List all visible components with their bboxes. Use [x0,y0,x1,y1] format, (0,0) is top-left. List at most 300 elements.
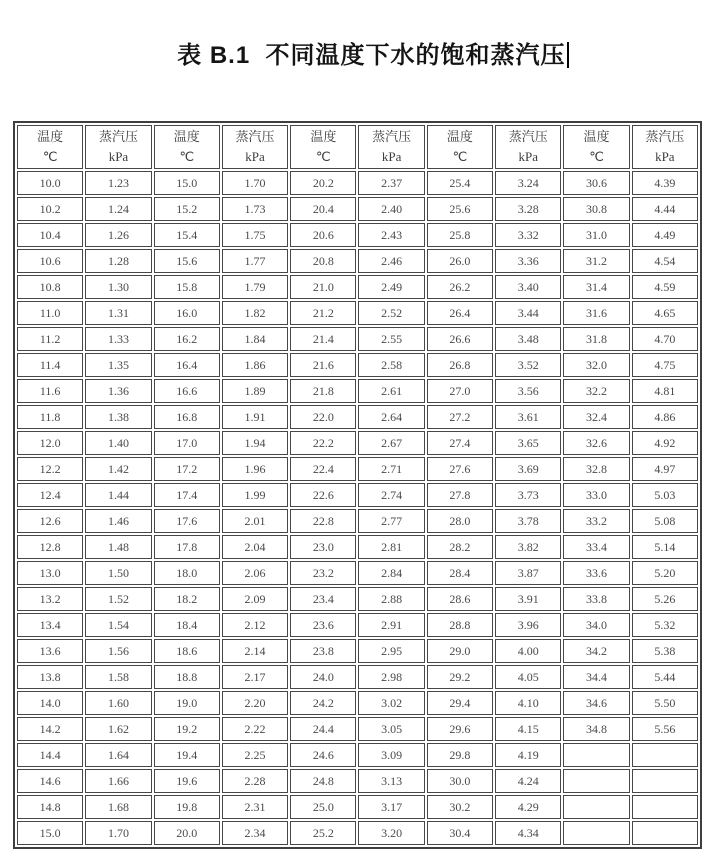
table-cell [632,821,698,845]
table-row [17,223,698,247]
table-cell: 24.0 [290,665,356,689]
column-header-label: 温度 [583,129,610,144]
table-cell: 1.94 [222,431,288,455]
table-cell: 26.4 [427,301,493,325]
table-cell: 18.2 [154,587,220,611]
table-cell: 15.2 [154,197,220,221]
table-cell: 26.2 [427,275,493,299]
table-cell: 2.06 [222,561,288,585]
table-cell: 34.2 [563,639,629,663]
table-cell: 2.34 [222,821,288,845]
table-cell: 17.0 [154,431,220,455]
table-cell: 4.92 [632,431,698,455]
table-row [17,405,698,429]
table-cell: 1.77 [222,249,288,273]
column-header [632,125,698,169]
table-cell: 4.81 [632,379,698,403]
column-header-unit: ℃ [42,149,58,164]
table-cell: 11.2 [17,327,83,351]
table-cell: 12.0 [17,431,83,455]
table-cell: 2.52 [358,301,424,325]
column-header [427,125,493,169]
table-cell: 1.54 [85,613,151,637]
table-cell: 26.0 [427,249,493,273]
table-cell: 32.4 [563,405,629,429]
table-cell: 17.6 [154,509,220,533]
table-cell: 24.8 [290,769,356,793]
table-cell: 18.8 [154,665,220,689]
table-cell: 1.82 [222,301,288,325]
table-cell: 30.0 [427,769,493,793]
table-cell: 2.67 [358,431,424,455]
table-cell: 33.2 [563,509,629,533]
table-cell: 22.8 [290,509,356,533]
table-row [17,769,698,793]
table-cell: 2.58 [358,353,424,377]
table-cell: 16.8 [154,405,220,429]
column-header [85,125,151,169]
table-cell: 22.0 [290,405,356,429]
table-cell: 4.34 [495,821,561,845]
table-cell: 19.2 [154,717,220,741]
table-cell: 1.60 [85,691,151,715]
table-cell: 4.29 [495,795,561,819]
table-cell: 20.0 [154,821,220,845]
table-cell: 5.20 [632,561,698,585]
table-cell: 2.04 [222,535,288,559]
table-cell: 4.19 [495,743,561,767]
table-cell: 1.48 [85,535,151,559]
table-cell: 26.8 [427,353,493,377]
table-cell: 32.6 [563,431,629,455]
table-cell: 20.4 [290,197,356,221]
table-cell: 1.30 [85,275,151,299]
table-row [17,249,698,273]
table-cell: 1.28 [85,249,151,273]
table-cell: 4.70 [632,327,698,351]
column-header-label: 温度 [446,129,473,144]
column-header [17,125,83,169]
table-cell: 3.52 [495,353,561,377]
table-row [17,457,698,481]
table-cell: 5.44 [632,665,698,689]
table-cell: 25.2 [290,821,356,845]
table-cell: 23.0 [290,535,356,559]
table-cell: 16.0 [154,301,220,325]
table-cell: 3.87 [495,561,561,585]
table-cell: 3.73 [495,483,561,507]
table-cell: 3.78 [495,509,561,533]
table-cell [563,795,629,819]
table-cell: 27.0 [427,379,493,403]
column-header-unit: kPa [108,149,129,164]
table-cell: 4.86 [632,405,698,429]
table-cell: 33.6 [563,561,629,585]
table-cell: 22.6 [290,483,356,507]
table-cell: 1.44 [85,483,151,507]
table-cell: 1.89 [222,379,288,403]
table-cell: 28.6 [427,587,493,611]
table-cell: 22.2 [290,431,356,455]
table-cell: 3.91 [495,587,561,611]
table-cell: 3.32 [495,223,561,247]
vapor-pressure-table [13,121,702,849]
table-cell: 2.31 [222,795,288,819]
table-cell: 5.38 [632,639,698,663]
table-cell: 27.2 [427,405,493,429]
table-cell: 11.6 [17,379,83,403]
table-cell [632,743,698,767]
table-cell: 18.6 [154,639,220,663]
column-header-unit: ℃ [316,149,331,164]
table-cell: 5.03 [632,483,698,507]
table-cell: 2.40 [358,197,424,221]
document-page [0,8,715,849]
table-row [17,561,698,585]
table-cell: 1.75 [222,223,288,247]
table-row [17,665,698,689]
table-cell: 2.01 [222,509,288,533]
table-cell: 11.8 [17,405,83,429]
column-header [222,125,288,169]
table-cell: 21.6 [290,353,356,377]
table-cell: 12.8 [17,535,83,559]
table-row [17,353,698,377]
table-cell: 12.6 [17,509,83,533]
table-cell: 2.61 [358,379,424,403]
table-cell: 4.59 [632,275,698,299]
table-cell: 1.96 [222,457,288,481]
table-row [17,197,698,221]
table-cell: 19.6 [154,769,220,793]
table-cell: 3.40 [495,275,561,299]
table-cell: 26.6 [427,327,493,351]
table-cell: 32.2 [563,379,629,403]
table-cell: 30.4 [427,821,493,845]
table-cell: 1.52 [85,587,151,611]
table-cell: 13.0 [17,561,83,585]
table-cell: 4.39 [632,171,698,195]
table-cell: 3.24 [495,171,561,195]
table-cell: 25.6 [427,197,493,221]
table-row [17,275,698,299]
table-cell: 30.8 [563,197,629,221]
table-cell: 21.8 [290,379,356,403]
table-cell: 31.0 [563,223,629,247]
table-cell: 31.2 [563,249,629,273]
table-row [17,535,698,559]
table-cell: 2.81 [358,535,424,559]
table-cell: 17.8 [154,535,220,559]
table-cell: 1.24 [85,197,151,221]
table-cell: 34.0 [563,613,629,637]
table-cell: 1.56 [85,639,151,663]
table-cell: 2.49 [358,275,424,299]
table-cell: 31.6 [563,301,629,325]
table-cell: 1.46 [85,509,151,533]
table-cell: 29.4 [427,691,493,715]
table-cell: 2.14 [222,639,288,663]
table-cell: 1.86 [222,353,288,377]
table-cell: 34.6 [563,691,629,715]
table-cell: 28.8 [427,613,493,637]
header-row [17,125,698,169]
table-cell: 34.4 [563,665,629,689]
table-row [17,639,698,663]
column-header-unit: kPa [518,149,538,164]
table-cell: 2.17 [222,665,288,689]
table-cell: 27.6 [427,457,493,481]
table-cell: 2.09 [222,587,288,611]
table-cell: 13.8 [17,665,83,689]
table-cell: 10.0 [17,171,83,195]
table-cell: 15.0 [154,171,220,195]
table-cell: 19.4 [154,743,220,767]
table-cell: 3.61 [495,405,561,429]
table-cell: 1.50 [85,561,151,585]
table-cell: 2.71 [358,457,424,481]
table-cell: 20.8 [290,249,356,273]
column-header-unit: kPa [245,149,265,164]
table-cell: 24.6 [290,743,356,767]
table-cell: 18.4 [154,613,220,637]
table-cell: 30.2 [427,795,493,819]
table-cell: 3.44 [495,301,561,325]
table-cell: 5.26 [632,587,698,611]
table-cell: 2.46 [358,249,424,273]
column-header [563,125,629,169]
table-cell: 2.84 [358,561,424,585]
table-row [17,171,698,195]
table-row [17,743,698,767]
table-cell: 1.33 [85,327,151,351]
table-row [17,821,698,845]
column-header-label: 蒸汽压 [235,129,275,144]
table-cell: 10.8 [17,275,83,299]
table-row [17,691,698,715]
table-cell: 1.68 [85,795,151,819]
table-cell: 12.4 [17,483,83,507]
table-cell: 4.65 [632,301,698,325]
table-cell: 28.2 [427,535,493,559]
table-cell: 14.0 [17,691,83,715]
table-cell: 5.14 [632,535,698,559]
table-cell: 2.12 [222,613,288,637]
table-cell: 2.20 [222,691,288,715]
table-cell: 1.99 [222,483,288,507]
column-header-unit: kPa [381,149,402,164]
column-header-unit: ℃ [452,149,468,164]
table-cell: 4.54 [632,249,698,273]
column-header [495,125,561,169]
table-cell: 1.66 [85,769,151,793]
table-cell: 1.23 [85,171,151,195]
table-cell: 15.6 [154,249,220,273]
column-header-label: 蒸汽压 [372,129,412,144]
table-cell: 3.69 [495,457,561,481]
text-cursor [567,42,569,68]
table-cell: 2.64 [358,405,424,429]
table-cell: 5.08 [632,509,698,533]
column-header-label: 温度 [173,129,200,144]
table-cell: 34.8 [563,717,629,741]
table-cell: 2.28 [222,769,288,793]
table-cell: 17.2 [154,457,220,481]
table-cell: 5.56 [632,717,698,741]
table-cell: 1.64 [85,743,151,767]
table-cell: 16.2 [154,327,220,351]
table-cell: 25.4 [427,171,493,195]
table-cell: 24.4 [290,717,356,741]
table-cell: 1.91 [222,405,288,429]
table-cell: 14.4 [17,743,83,767]
table-cell: 1.31 [85,301,151,325]
table-cell: 2.95 [358,639,424,663]
column-header [290,125,356,169]
column-header-label: 温度 [37,129,64,144]
table-cell: 31.4 [563,275,629,299]
table-cell: 23.2 [290,561,356,585]
table-cell: 1.58 [85,665,151,689]
table-cell: 2.25 [222,743,288,767]
column-header-label: 蒸汽压 [508,129,548,144]
table-cell: 4.49 [632,223,698,247]
table-cell: 3.96 [495,613,561,637]
table-title-text[interactable]: 表 B.1 不同温度下水的饱和蒸汽压 [177,42,566,69]
table-row [17,301,698,325]
table-cell [563,769,629,793]
table-row [17,587,698,611]
table-cell: 4.15 [495,717,561,741]
column-header [358,125,424,169]
table-cell: 25.8 [427,223,493,247]
table-cell: 10.2 [17,197,83,221]
table-cell: 4.97 [632,457,698,481]
table-cell: 29.0 [427,639,493,663]
table-cell: 20.2 [290,171,356,195]
table-cell: 3.20 [358,821,424,845]
table-cell: 2.55 [358,327,424,351]
table-cell: 16.4 [154,353,220,377]
table-cell: 23.6 [290,613,356,637]
table-cell: 1.35 [85,353,151,377]
table-cell: 2.77 [358,509,424,533]
column-header-label: 温度 [310,129,337,144]
table-title [0,8,715,104]
table-cell: 23.4 [290,587,356,611]
table-cell: 29.8 [427,743,493,767]
table-cell: 32.8 [563,457,629,481]
table-cell: 32.0 [563,353,629,377]
table-cell: 27.8 [427,483,493,507]
table-cell: 14.2 [17,717,83,741]
column-header-unit: kPa [655,149,675,164]
table-cell: 1.42 [85,457,151,481]
table-cell: 33.0 [563,483,629,507]
table-cell: 2.43 [358,223,424,247]
table-cell: 15.8 [154,275,220,299]
table-cell: 29.2 [427,665,493,689]
table-cell: 14.8 [17,795,83,819]
table-cell [632,769,698,793]
table-cell: 1.79 [222,275,288,299]
table-cell: 3.05 [358,717,424,741]
table-cell: 3.09 [358,743,424,767]
table-cell: 31.8 [563,327,629,351]
table-cell: 10.4 [17,223,83,247]
table-cell: 1.73 [222,197,288,221]
table-cell: 1.40 [85,431,151,455]
table-cell: 3.36 [495,249,561,273]
table-row [17,795,698,819]
table-row [17,431,698,455]
table-cell: 11.0 [17,301,83,325]
table-cell: 29.6 [427,717,493,741]
table-cell: 11.4 [17,353,83,377]
table-cell: 1.84 [222,327,288,351]
column-header-label: 蒸汽压 [98,129,138,144]
column-header-unit: ℃ [589,149,604,164]
table-cell: 4.75 [632,353,698,377]
table-row [17,509,698,533]
table-cell: 24.2 [290,691,356,715]
table-cell: 21.0 [290,275,356,299]
table-cell: 23.8 [290,639,356,663]
table-cell: 12.2 [17,457,83,481]
table-cell: 1.70 [222,171,288,195]
table-cell: 13.6 [17,639,83,663]
table-cell: 16.6 [154,379,220,403]
table-cell: 13.4 [17,613,83,637]
table-cell: 20.6 [290,223,356,247]
table-cell: 21.2 [290,301,356,325]
table-cell: 3.02 [358,691,424,715]
table-cell: 1.26 [85,223,151,247]
table-cell: 21.4 [290,327,356,351]
table-cell [632,795,698,819]
table-cell: 27.4 [427,431,493,455]
table-cell: 2.37 [358,171,424,195]
table-row [17,483,698,507]
table-cell: 4.10 [495,691,561,715]
table-row [17,717,698,741]
table-cell: 19.8 [154,795,220,819]
table-cell: 4.44 [632,197,698,221]
table-cell: 2.22 [222,717,288,741]
table-cell: 2.74 [358,483,424,507]
table-cell: 15.0 [17,821,83,845]
table-cell: 5.32 [632,613,698,637]
table-cell: 1.36 [85,379,151,403]
table-cell: 17.4 [154,483,220,507]
table-cell [563,743,629,767]
table-row [17,613,698,637]
table-cell: 30.6 [563,171,629,195]
table-header [17,125,698,169]
table-cell: 2.88 [358,587,424,611]
table-cell: 2.98 [358,665,424,689]
table-body [17,171,698,845]
table-cell: 28.0 [427,509,493,533]
table-cell: 1.62 [85,717,151,741]
table-cell: 15.4 [154,223,220,247]
table-cell: 1.70 [85,821,151,845]
table-cell: 3.56 [495,379,561,403]
table-cell: 33.4 [563,535,629,559]
table-row [17,327,698,351]
table-cell: 3.48 [495,327,561,351]
table-cell: 22.4 [290,457,356,481]
